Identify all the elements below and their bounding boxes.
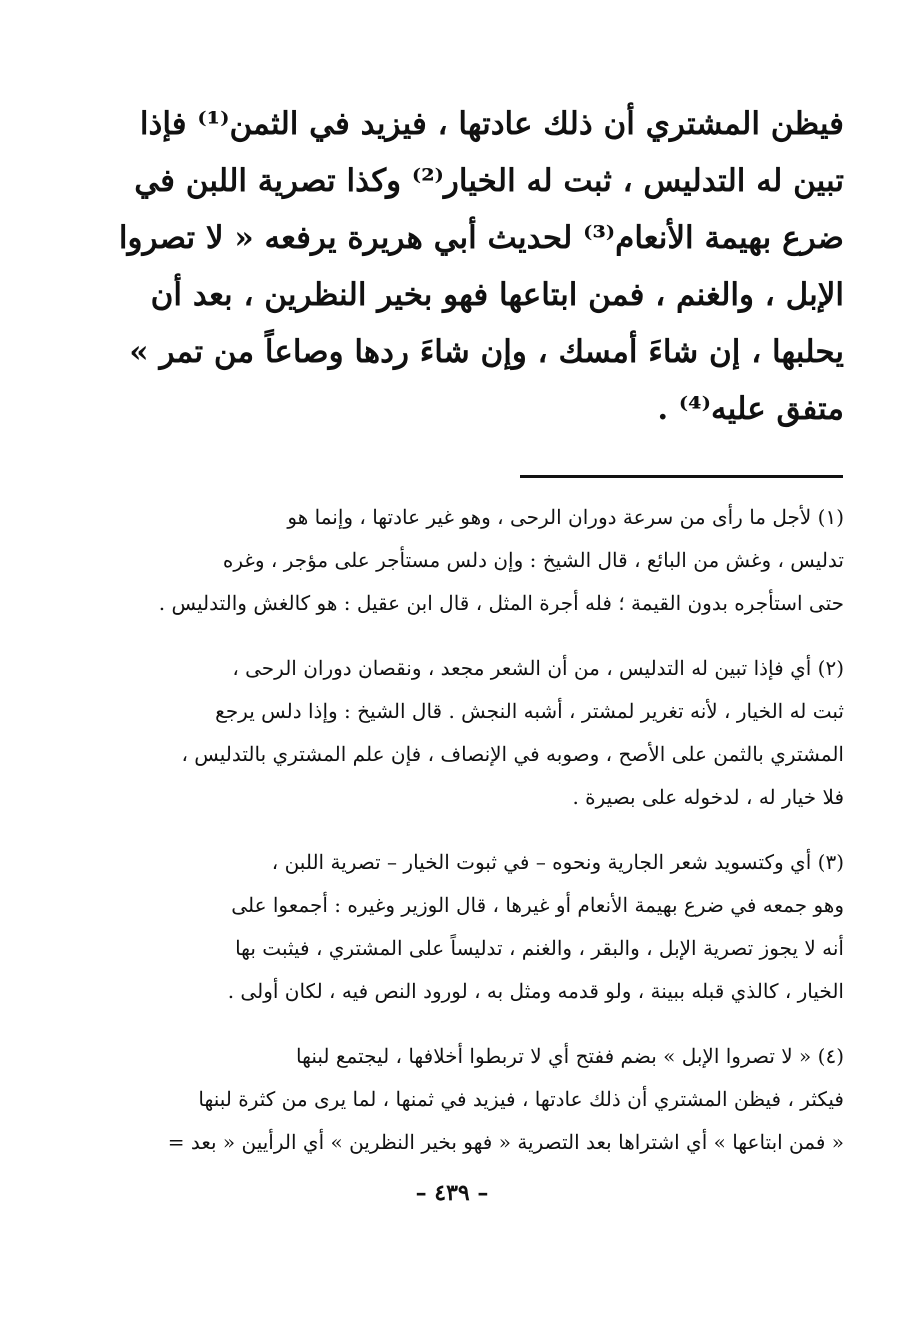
main-text-line: فيظن المشتري أن ذلك عادتها ، فيزيد في الثمن⁽¹⁾ فإذا: [139, 106, 844, 142]
footnotes-block: [100, 496, 844, 1186]
footnote-line: فيكثر ، فيظن المشتري أن ذلك عادتها ، فيزيد في ثمنها ، لما يرى من كثرة لبنها: [198, 1087, 844, 1111]
main-text-line: الإبل ، والغنم ، فمن ابتاعها فهو بخير النظرين ، بعد أن: [150, 277, 844, 313]
footnote-separator-rule: [520, 475, 843, 478]
footnote-line: حتى استأجره بدون القيمة ؛ فله أجرة المثل ، قال ابن عقيل : هو كالغش والتدليس .: [158, 591, 844, 615]
footnote-4: [100, 1035, 844, 1164]
main-text-block: [108, 96, 844, 438]
footnote-line: أنه لا يجوز تصرية الإبل ، والبقر ، والغنم ، تدليساً على المشتري ، فيثبت بها: [235, 936, 844, 960]
footnote-line: وهو جمعه في ضرع بهيمة الأنعام أو غيرها ، قال الوزير وغيره : أجمعوا على: [231, 893, 844, 917]
footnote-3: [100, 841, 844, 1013]
main-text-line: ضرع بهيمة الأنعام⁽³⁾ لحديث أبي هريرة يرفعه « لا تصروا: [118, 220, 844, 256]
footnote-line: « فمن ابتاعها » أي اشتراها بعد التصرية « فهو بخير النظرين » أي الرأيين « بعد =: [167, 1130, 844, 1154]
footnote-line: تدليس ، وغش من البائع ، قال الشيخ : وإن دلس مستأجر على مؤجر ، وغره: [222, 548, 844, 572]
main-text-line: متفق عليه⁽⁴⁾ .: [657, 391, 844, 427]
footnote-line: (٣) أي وكتسويد شعر الجارية ونحوه – في ثبوت الخيار – تصرية اللبن ،: [271, 850, 844, 874]
main-text-line: يحلبها ، إن شاءَ أمسك ، وإن شاءَ ردها وصاعاً من تمر »: [129, 334, 844, 370]
footnote-line: (٢) أي فإذا تبين له التدليس ، من أن الشعر مجعد ، ونقصان دوران الرحى ،: [232, 656, 844, 680]
footnote-line: المشتري بالثمن على الأصح ، وصوبه في الإنصاف ، فإن علم المشتري بالتدليس ،: [181, 742, 844, 766]
main-text-line: تبين له التدليس ، ثبت له الخيار⁽²⁾ وكذا تصرية اللبن في: [134, 163, 844, 199]
page-number: – ٤٣٩ –: [415, 1180, 489, 1206]
footnote-line: ثبت له الخيار ، لأنه تغرير لمشتر ، أشبه النجش . قال الشيخ : وإذا دلس يرجع: [215, 699, 844, 723]
footnote-1: [100, 496, 844, 625]
footnote-line: الخيار ، كالذي قبله ببينة ، ولو قدمه ومثل به ، لورود النص فيه ، لكان أولى .: [227, 979, 844, 1003]
footnote-line: (٤) « لا تصروا الإبل » بضم ففتح أي لا تربطوا أخلافها ، ليجتمع لبنها: [296, 1044, 844, 1068]
footnote-line: (١) لأجل ما رأى من سرعة دوران الرحى ، وهو غير عادتها ، وإنما هو: [287, 505, 844, 529]
footnote-line: فلا خيار له ، لدخوله على بصيرة .: [572, 785, 844, 809]
footnote-2: [100, 647, 844, 819]
